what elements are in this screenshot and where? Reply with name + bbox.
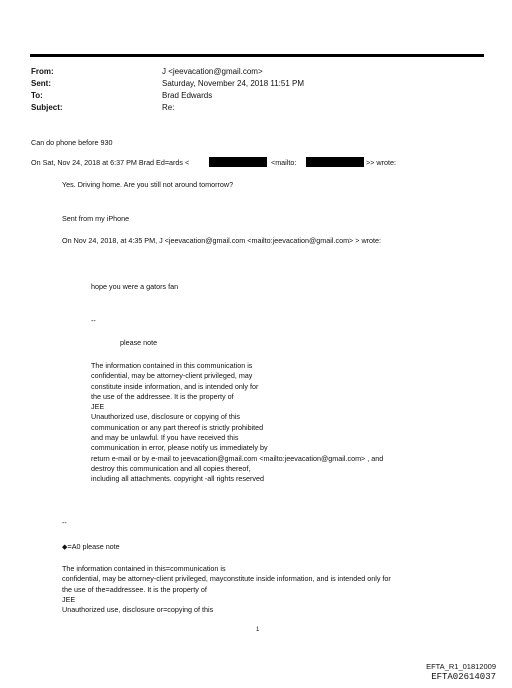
phone-line: Can do phone before 930 xyxy=(31,138,113,147)
quote1-prefix: On Sat, Nov 24, 2018 at 6:37 PM Brad Ed=ards < xyxy=(31,158,190,167)
redaction-bar-1 xyxy=(209,157,267,167)
disclaimer1-line: destroy this communication and all copies thereof, xyxy=(91,463,251,473)
sent-label: Sent: xyxy=(31,79,51,88)
disclaimer1-line: JEE xyxy=(91,402,105,412)
disclaimer-2 xyxy=(62,564,391,615)
gators-line: hope you were a gators fan xyxy=(91,282,179,291)
disclaimer1-line: the use of the addressee. It is the property of xyxy=(91,391,234,401)
disclaimer1-line: including all attachments. copyright -all rights reserved xyxy=(91,474,264,484)
disclaimer1-line: communication in error, please notify us immediately by xyxy=(91,443,268,453)
disclaimer1-line: Unauthorized use, disclosure or copying of this xyxy=(91,412,241,422)
please-note-1: please note xyxy=(120,338,158,347)
page-number: 1 xyxy=(256,627,260,633)
sent-value: Saturday, November 24, 2018 11:51 PM xyxy=(162,79,305,88)
disclaimer1-line: and may be unlawful. If you have received this xyxy=(91,433,239,443)
dashes-1: -- xyxy=(91,316,96,325)
disclaimer2-line: the use of the=addressee. It is the property of xyxy=(62,584,207,594)
from-value: J <jeevacation@gmail.com> xyxy=(162,67,263,76)
disclaimer2-line: The information contained in this=communication is xyxy=(62,564,226,573)
quote1-mailto: <mailto: xyxy=(271,158,297,167)
disclaimer2-line: JEE xyxy=(62,594,76,604)
footer-ref-2: EFTA02614037 xyxy=(431,672,496,682)
email-header xyxy=(31,66,491,114)
footer-ref-1: EFTA_R1_01812009 xyxy=(426,662,496,671)
quote2-line: On Nov 24, 2018, at 4:35 PM, J <jeevacation@gmail.com <mailto:jeevacation@gmail.com> > wrote: xyxy=(62,236,382,245)
dashes-2: -- xyxy=(62,518,67,527)
sent-from-iphone: Sent from my iPhone xyxy=(62,214,130,223)
redaction-bar-2 xyxy=(306,157,364,167)
disclaimer1-line: confidential, may be attorney-client privileged, may xyxy=(91,371,253,381)
reply1: Yes. Driving home. Are you still not around tomorrow? xyxy=(62,180,234,189)
to-value: Brad Edwards xyxy=(162,91,213,100)
quote1-suffix: >> wrote: xyxy=(366,158,396,167)
disclaimer-1 xyxy=(91,361,383,485)
disclaimer2-line: Unauthorized use, disclosure or=copying of this xyxy=(62,605,214,615)
disclaimer1-line: communication or any part thereof is strictly prohibited xyxy=(91,422,264,432)
disclaimer1-line: return e-mail or by e-mail to jeevacation@gmail.com <mailto:jeevacation@gmail.com> , and xyxy=(91,453,384,463)
disclaimer2-line: confidential, may be attorney-client privileged, mayconstitute inside information, and is intended only for xyxy=(62,574,391,584)
disclaimer1-line: The information contained in this communication is xyxy=(91,361,253,370)
disclaimer1-line: constitute inside information, and is intended only for xyxy=(91,381,259,391)
to-label: To: xyxy=(31,91,43,100)
from-label: From: xyxy=(31,67,54,76)
header-rule xyxy=(30,54,484,57)
subject-value: Re: xyxy=(162,103,175,112)
please-note-2: ◆=A0 please note xyxy=(62,542,120,551)
subject-label: Subject: xyxy=(31,103,63,112)
